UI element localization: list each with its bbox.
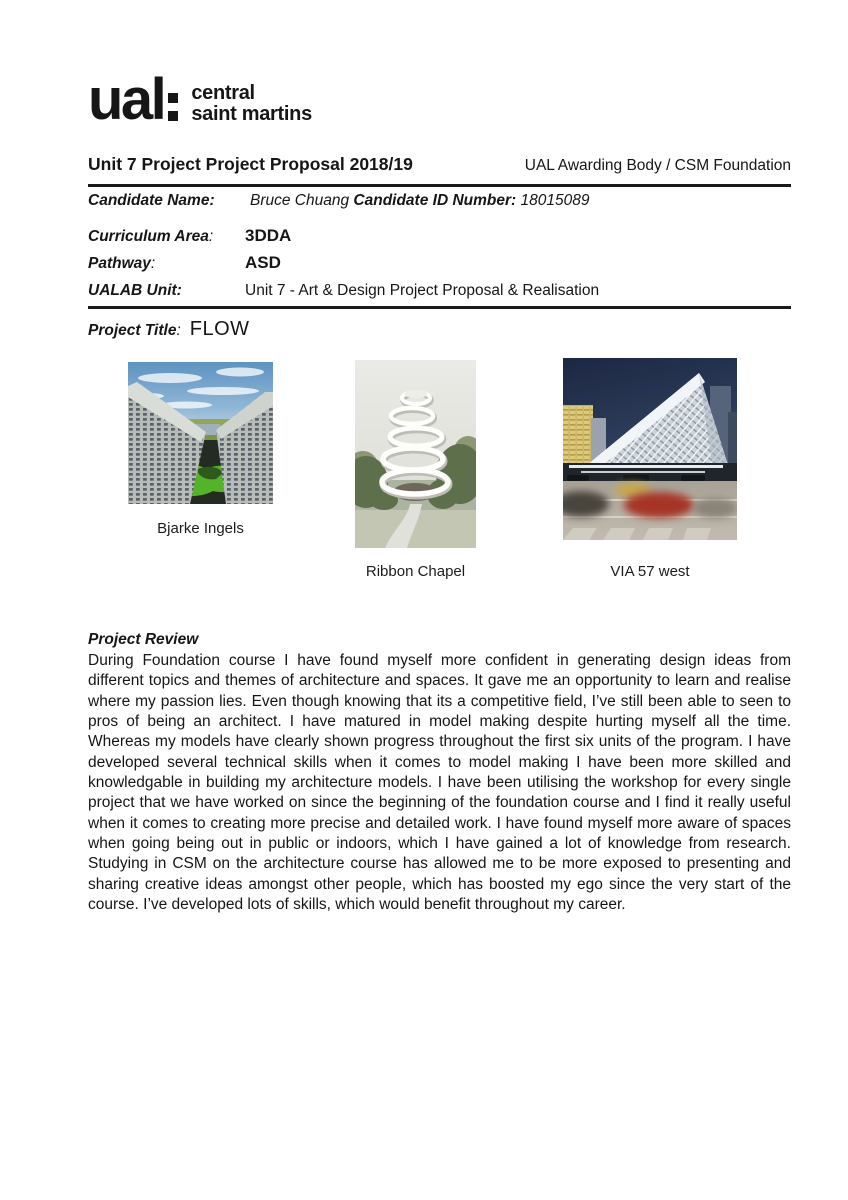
ualab-unit-label: UALAB Unit: (88, 282, 182, 299)
figure-caption: Ribbon Chapel (365, 563, 466, 580)
reference-images-row (88, 358, 791, 590)
project-review-heading: Project Review (88, 631, 199, 648)
divider-rule-bottom (88, 306, 791, 309)
project-title-label: Project Title: (88, 322, 181, 339)
pathway-value: ASD (245, 253, 281, 272)
project-review-body: During Foundation course I have found myself more confident in generating design ideas from different topics and themes of architecture and spaces. It gave me an opportunity to learn and realise where my passion lies. Even though knowing that its a competitive field, I’ve still been able to seen to pros of being an architect. I have matured in model making despite hurting myself all the time. Whereas my models have clearly shown progress throughout the first six units of the program. I have developed several technical skills when it comes to model making I have been more skilled and knowledgable in building my architecture models. I have been utilising the workshop for every single project that we have worked on since the beginning of the foundation course and I find it really useful when it comes to creating more precise and detailed work. I have found myself more aware of spaces when going being out in public or indoors, which I have gained a lot of knowledge from research. Studying in CSM on the architecture course has allowed me to be more exposed to presenting and sharing creative ideas amongst other people, which has boosted my ego since the very start of the course. I’ve developed lots of skills, which would benefit throughout my career. (88, 652, 791, 914)
curriculum-area-label: Curriculum Area: (88, 228, 214, 245)
figure-bjarke-ingels (128, 362, 273, 537)
detail-row-ualab-unit (88, 282, 599, 300)
figure-ribbon-chapel (355, 360, 476, 580)
divider-rule-top (88, 184, 791, 187)
curriculum-area-value: 3DDA (245, 226, 292, 245)
project-title-row (88, 318, 250, 341)
logo-colon-icon (168, 93, 178, 121)
detail-row-pathway (88, 253, 281, 273)
candidate-name-label: Candidate Name: (88, 192, 215, 209)
ual-wordmark: ual (88, 67, 165, 132)
document-subtitle: UAL Awarding Body / CSM Foundation (524, 157, 791, 174)
detail-row-curriculum-area (88, 226, 291, 246)
logo-division-line1: central (191, 82, 255, 104)
candidate-row (88, 192, 589, 210)
logo-division-line2: saint martins (191, 103, 312, 125)
figure-caption: VIA 57 west (610, 563, 690, 580)
document-page (88, 0, 791, 1200)
project-title-value: FLOW (189, 318, 250, 340)
ribbon-chapel-photo (355, 360, 476, 548)
document-header (88, 154, 791, 175)
figure-via-57-west (563, 358, 737, 580)
document-title: Unit 7 Project Project Proposal 2018/19 (88, 154, 413, 174)
ualab-unit-value: Unit 7 - Art & Design Project Proposal & Realisation (245, 282, 600, 299)
candidate-id-label: Candidate ID Number: (353, 192, 517, 209)
ual-csm-logo (88, 67, 312, 132)
pathway-label: Pathway: (88, 255, 156, 272)
bjarke-ingels-photo (128, 362, 273, 504)
candidate-name-value: Bruce Chuang (250, 192, 350, 209)
candidate-id-value: 18015089 (520, 192, 590, 209)
via-57-west-photo (563, 358, 737, 540)
figure-caption: Bjarke Ingels (157, 520, 244, 537)
logo-division-name (191, 83, 312, 125)
